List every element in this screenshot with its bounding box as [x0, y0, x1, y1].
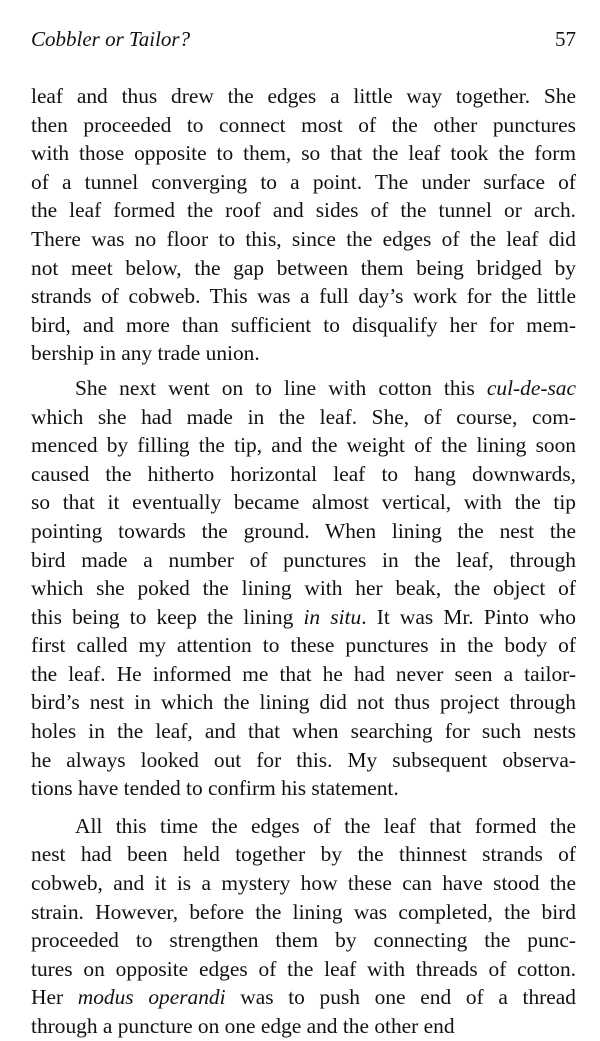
text-line: then proceeded to connect most of the other punctures	[31, 112, 576, 137]
text-line: All this time the edges of the leaf that formed the	[75, 813, 576, 838]
text-line: caused the hitherto horizontal leaf to hang downwards,	[31, 461, 576, 486]
text-line: nest had been held together by the thinnest strands of	[31, 842, 576, 867]
text-line: strands of cobweb. This was a full day’s work for the little	[31, 284, 576, 309]
italic-run: modus operandi	[77, 985, 226, 1010]
text-line: of a tunnel converging to a point. The under surface of	[31, 169, 576, 194]
text-line: with those opposite to them, so that the leaf took the form	[31, 141, 576, 166]
text-line: strain. However, before the lining was completed, the bird	[31, 899, 576, 924]
text-run: Her	[31, 985, 78, 1010]
running-head	[31, 18, 576, 60]
page-number: 57	[555, 27, 576, 51]
text-line: pointing towards the ground. When lining the nest the	[31, 518, 576, 543]
body-text	[31, 82, 576, 1041]
text-line	[31, 374, 576, 403]
text-line: bird made a number of punctures in the leaf, through	[31, 547, 576, 572]
text-run: was to push one end of a thread	[225, 985, 576, 1010]
text-line: the leaf formed the roof and sides of the tunnel or arch.	[31, 198, 576, 223]
text-line	[31, 603, 576, 632]
paragraph	[31, 374, 576, 803]
text-line: leaf and thus drew the edges a little way together. She	[31, 84, 576, 108]
text-line: which she poked the lining with her beak, the object of	[31, 576, 576, 601]
text-line: not meet below, the gap between them being bridged by	[31, 255, 576, 280]
text-line: proceeded to strengthen them by connecting the punc-	[31, 928, 576, 953]
text-line: tures on opposite edges of the leaf with threads of cotton.	[31, 956, 576, 981]
running-title: Cobbler or Tailor?	[31, 27, 191, 51]
text-line: bird, and more than sufficient to disqualify her for mem-	[31, 312, 576, 337]
paragraph	[31, 82, 576, 368]
italic-run: in situ	[303, 604, 362, 629]
text-line: through a puncture on one edge and the other end	[31, 1014, 455, 1038]
text-line: cobweb, and it is a mystery how these can have stood the	[31, 871, 576, 896]
book-page	[31, 18, 576, 1041]
text-line	[31, 983, 576, 1012]
text-line: holes in the leaf, and that when searching for such nests	[31, 719, 576, 744]
text-run: She next went on to line with cotton this	[75, 375, 487, 400]
text-line: so that it eventually became almost vertical, with the tip	[31, 490, 576, 515]
text-line: bership in any trade union.	[31, 341, 260, 366]
text-line: first called my attention to these punctures in the body of	[31, 633, 576, 658]
text-line: which she had made in the leaf. She, of course, com-	[31, 404, 576, 429]
text-run: this being to keep the lining	[31, 604, 304, 629]
text-line: he always looked out for this. My subsequent observa-	[31, 747, 576, 772]
text-line: There was no floor to this, since the edges of the leaf did	[31, 226, 576, 251]
italic-run: cul-de-sac	[486, 375, 576, 400]
text-run: . It was Mr. Pinto who	[361, 604, 576, 629]
text-line: the leaf. He informed me that he had never seen a tailor-	[31, 661, 576, 686]
text-line: menced by filling the tip, and the weight of the lining soon	[31, 433, 576, 458]
paragraph	[31, 812, 576, 1041]
text-line: tions have tended to confirm his statement.	[31, 776, 399, 801]
text-line: bird’s nest in which the lining did not thus project through	[31, 690, 576, 715]
